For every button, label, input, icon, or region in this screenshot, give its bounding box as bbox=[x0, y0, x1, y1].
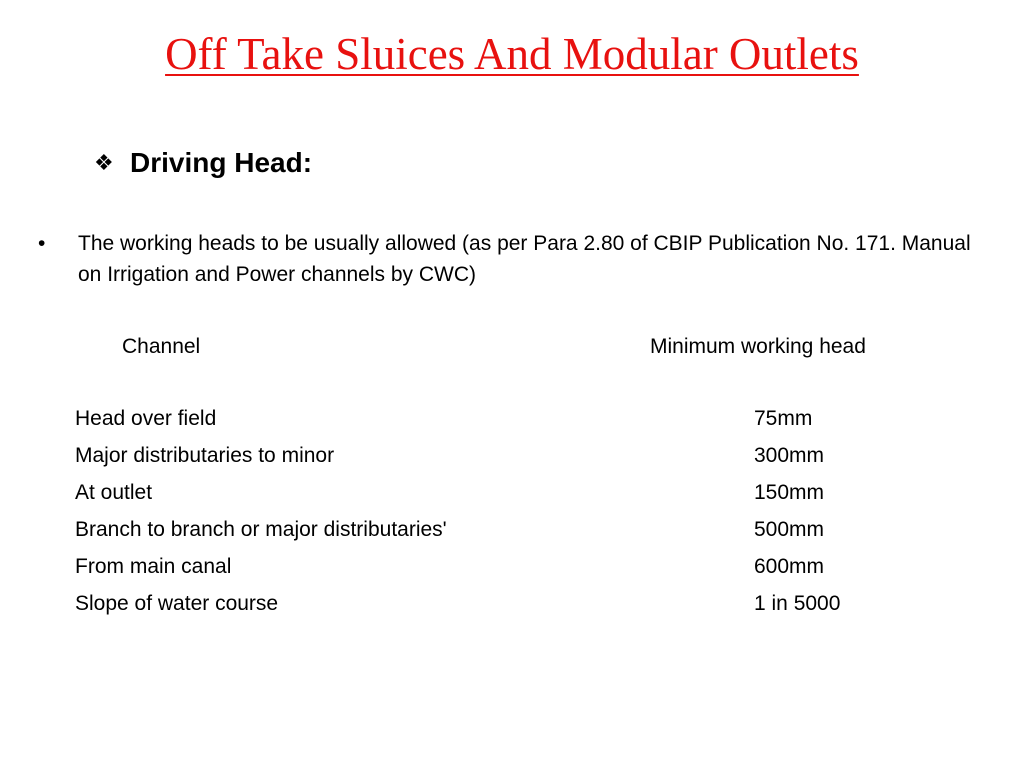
table-body bbox=[0, 403, 1024, 625]
table-row bbox=[0, 440, 1024, 477]
row-channel: Head over field bbox=[75, 407, 217, 430]
row-channel: From main canal bbox=[75, 555, 232, 578]
row-channel: At outlet bbox=[75, 481, 153, 504]
row-value: 1 in 5000 bbox=[754, 592, 841, 615]
bullet-point bbox=[36, 228, 996, 290]
table-row bbox=[0, 551, 1024, 588]
subheading bbox=[94, 145, 312, 181]
row-channel: Major distributaries to minor bbox=[75, 444, 335, 467]
table-row bbox=[0, 514, 1024, 551]
row-value: 150mm bbox=[754, 481, 825, 504]
table-header bbox=[0, 331, 1024, 362]
row-value: 600mm bbox=[754, 555, 825, 578]
row-value: 300mm bbox=[754, 444, 825, 467]
table-row bbox=[0, 403, 1024, 440]
header-minimum-working-head: Minimum working head bbox=[650, 335, 866, 358]
slide-title: Off Take Sluices And Modular Outlets bbox=[165, 29, 859, 79]
header-channel: Channel bbox=[122, 335, 201, 358]
bullet-text: The working heads to be usually allowed (as per Para 2.80 of CBIP Publication No. 171. Manual on Irrigation and Power channels by CWC) bbox=[78, 232, 971, 286]
bullet-dot-icon: • bbox=[38, 232, 46, 255]
row-value: 75mm bbox=[754, 407, 813, 430]
diamond-bullet-icon: ❖ bbox=[94, 150, 114, 175]
table-row bbox=[0, 477, 1024, 514]
row-channel: Branch to branch or major distributaries' bbox=[75, 518, 447, 541]
row-channel: Slope of water course bbox=[75, 592, 279, 615]
table-row bbox=[0, 588, 1024, 625]
subheading-text: Driving Head: bbox=[130, 147, 313, 178]
row-value: 500mm bbox=[754, 518, 825, 541]
